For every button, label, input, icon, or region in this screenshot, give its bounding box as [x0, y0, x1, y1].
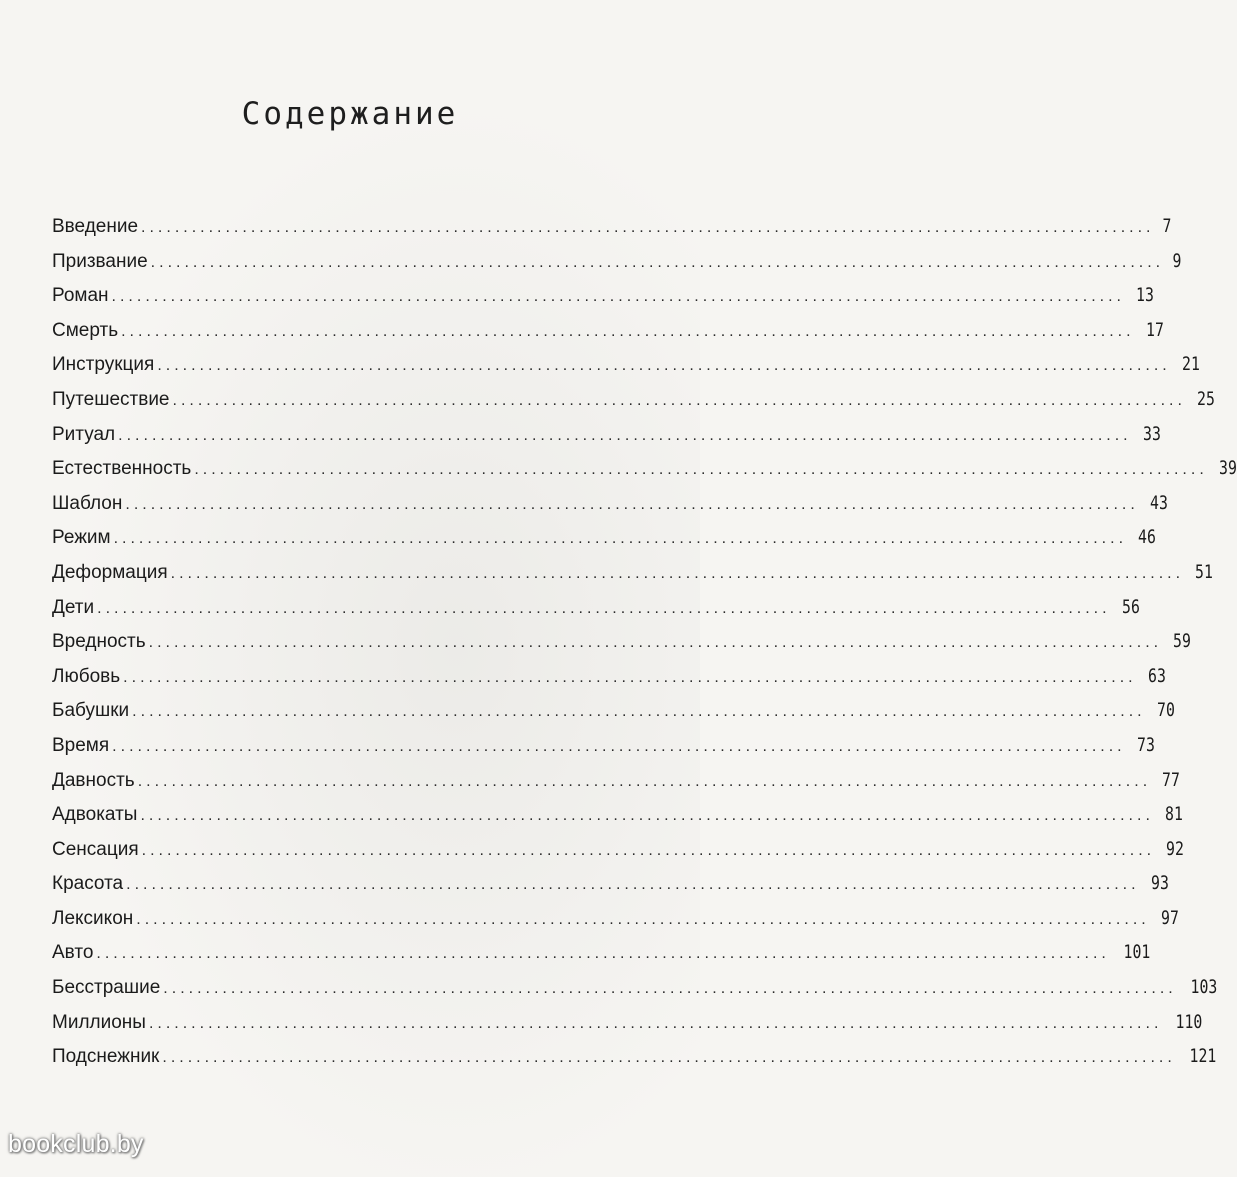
toc-entry-page-number: 33: [1142, 422, 1161, 445]
dot-leader: ........................................................................................................................: [132, 703, 1146, 721]
dot-leader: ........................................................................................................................: [163, 980, 1177, 998]
dot-leader: ........................................................................................................................: [125, 495, 1139, 513]
dot-leader: ........................................................................................................................: [118, 426, 1132, 444]
toc-entry-title: Подснежник: [52, 1046, 160, 1068]
toc-entry: [52, 973, 1218, 1008]
dot-leader: ........................................................................................................................: [172, 391, 1186, 409]
toc-entry-title: Шаблон: [52, 492, 123, 514]
toc-entry-title: Инструкция: [52, 354, 155, 376]
toc-entry-title: Ритуал: [52, 423, 116, 445]
toc-entry: [52, 523, 1156, 558]
toc-entry: [52, 489, 1168, 524]
toc-entry-title: Красота: [52, 873, 124, 895]
toc-entry: [52, 766, 1181, 801]
dot-leader: ........................................................................................................................: [148, 634, 1163, 652]
page-title: Содержание: [241, 96, 459, 132]
toc-entry: [52, 938, 1151, 973]
toc-entry-page-number: 70: [1156, 699, 1175, 722]
toc-entry: [52, 696, 1175, 731]
toc-entry: [52, 247, 1182, 282]
toc-entry-page-number: 25: [1196, 387, 1215, 410]
toc-entry: [52, 835, 1184, 870]
toc-entry-page-number: 97: [1160, 906, 1179, 929]
toc-entry: [52, 420, 1161, 455]
toc-entry-title: Время: [52, 734, 110, 756]
dot-leader: ........................................................................................................................: [112, 737, 1126, 755]
toc-entry: [52, 454, 1237, 489]
toc-entry-title: Естественность: [52, 458, 192, 480]
toc-entry-title: Роман: [52, 285, 109, 307]
toc-entry: [52, 731, 1155, 766]
toc-entry-page-number: 7: [1162, 215, 1172, 237]
toc-entry-page-number: 9: [1172, 249, 1182, 272]
toc-entry-page-number: 43: [1149, 491, 1168, 514]
toc-entry-title: Деформация: [52, 561, 168, 583]
dot-leader: ........................................................................................................................: [140, 807, 1154, 825]
toc-entry-title: Адвокаты: [52, 804, 138, 826]
toc-entry-title: Бесстрашие: [52, 977, 161, 999]
dot-leader: ........................................................................................................................: [136, 910, 1150, 928]
dot-leader: ........................................................................................................................: [137, 772, 1152, 790]
dot-leader: ........................................................................................................................: [150, 253, 1165, 271]
dot-leader: ........................................................................................................................: [96, 945, 1110, 963]
dot-leader: ........................................................................................................................: [97, 599, 1111, 617]
table-of-contents: [52, 212, 1237, 1077]
toc-entry-page-number: 92: [1166, 837, 1184, 860]
toc-entry-title: Авто: [52, 942, 94, 964]
toc-entry-page-number: 77: [1162, 768, 1181, 791]
toc-entry: [52, 212, 1172, 247]
dot-leader: ........................................................................................................................: [141, 219, 1155, 236]
toc-entry-page-number: 17: [1145, 318, 1164, 341]
toc-entry-page-number: 39: [1218, 457, 1237, 480]
toc-entry-title: Сенсация: [52, 838, 139, 860]
dot-leader: ........................................................................................................................: [148, 1014, 1163, 1032]
toc-entry: [52, 662, 1166, 697]
dot-leader: ........................................................................................................................: [157, 357, 1171, 375]
toc-entry-title: Дети: [52, 596, 95, 618]
toc-entry: [52, 869, 1169, 904]
toc-entry: [52, 593, 1140, 628]
dot-leader: ........................................................................................................................: [123, 668, 1137, 686]
toc-entry-title: Миллионы: [52, 1011, 146, 1033]
toc-entry: [52, 1042, 1217, 1077]
toc-entry-title: Бабушки: [52, 700, 130, 722]
toc-entry-page-number: 46: [1138, 526, 1156, 549]
toc-entry-page-number: 63: [1147, 664, 1166, 687]
watermark: bookclub.by: [8, 1130, 144, 1158]
dot-leader: ........................................................................................................................: [170, 564, 1185, 582]
toc-entry: [52, 1008, 1203, 1043]
toc-entry-page-number: 103: [1190, 976, 1218, 999]
toc-entry: [52, 904, 1179, 939]
dot-leader: ........................................................................................................................: [111, 288, 1125, 306]
toc-entry-page-number: 101: [1123, 941, 1151, 964]
toc-entry-title: Лексикон: [52, 907, 134, 929]
toc-entry-title: Путешествие: [52, 388, 170, 410]
toc-entry: [52, 627, 1191, 662]
toc-entry-page-number: 59: [1173, 630, 1191, 653]
dot-leader: ........................................................................................................................: [162, 1049, 1176, 1067]
toc-entry: [52, 350, 1200, 385]
toc-entry-page-number: 110: [1175, 1010, 1203, 1033]
toc-entry-page-number: 51: [1195, 560, 1213, 583]
toc-entry-title: Смерть: [52, 319, 119, 341]
dot-leader: ........................................................................................................................: [121, 322, 1135, 340]
dot-leader: ........................................................................................................................: [141, 841, 1156, 859]
toc-entry-page-number: 13: [1136, 284, 1154, 307]
toc-entry: [52, 281, 1154, 316]
dot-leader: ........................................................................................................................: [126, 876, 1140, 894]
toc-entry-page-number: 121: [1189, 1045, 1217, 1068]
toc-entry-page-number: 73: [1136, 733, 1155, 756]
toc-entry-title: Призвание: [52, 250, 148, 272]
toc-entry-page-number: 56: [1121, 595, 1140, 618]
toc-entry-title: Давность: [52, 769, 135, 791]
toc-entry-title: Вредность: [52, 631, 146, 653]
toc-entry: [52, 558, 1213, 593]
toc-entry-page-number: 81: [1164, 803, 1183, 826]
dot-leader: ........................................................................................................................: [194, 461, 1208, 479]
toc-entry-title: Режим: [52, 527, 111, 549]
toc-entry-title: Любовь: [52, 665, 121, 687]
toc-entry-page-number: 21: [1181, 353, 1200, 376]
toc-entry: [52, 316, 1164, 351]
toc-entry: [52, 385, 1215, 420]
toc-entry: [52, 800, 1183, 835]
toc-entry-page-number: 93: [1150, 872, 1169, 895]
dot-leader: ........................................................................................................................: [113, 530, 1128, 548]
toc-entry-title: Введение: [52, 216, 139, 237]
